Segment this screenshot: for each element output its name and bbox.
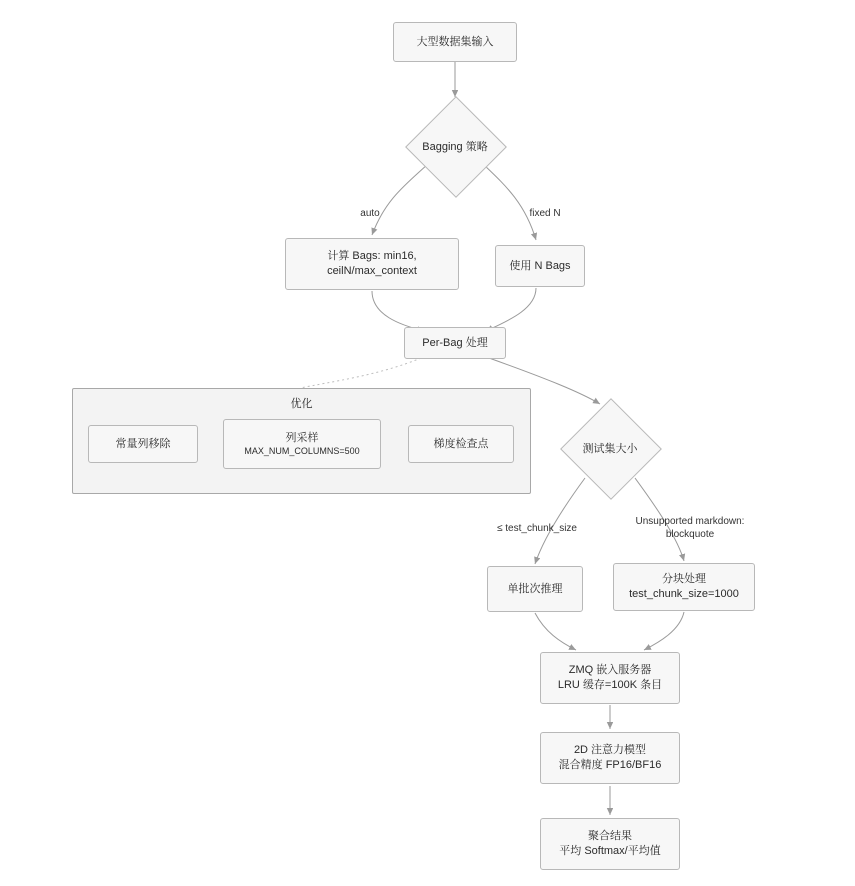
edge-label-unsupported-markdown [620, 515, 760, 541]
node-aggregate-results[interactable] [540, 818, 680, 870]
node-attention-model-line1: 2D 注意力模型 [573, 744, 647, 757]
node-gradient-checkpoint-label: 梯度检查点 [433, 437, 489, 450]
node-calc-bags-line1: 计算 Bags: min16, [327, 250, 417, 263]
node-zmq-embedding-server-line2: LRU 缓存=100K 条目 [557, 679, 663, 691]
edge-label-le-test-chunk-size: ≤ test_chunk_size [497, 523, 577, 534]
node-use-n-bags[interactable] [495, 245, 585, 287]
node-chunked-processing-line2: test_chunk_size=1000 [629, 588, 739, 600]
node-constant-column-removal[interactable] [88, 425, 198, 463]
node-per-bag[interactable] [404, 327, 506, 359]
node-gradient-checkpoint[interactable] [408, 425, 514, 463]
edge-label-auto: auto [360, 208, 380, 219]
node-input[interactable] [393, 22, 517, 62]
edge-label-fixed-n: fixed N [529, 208, 561, 219]
edge-label-unsupported-line2: blockquote [665, 529, 715, 540]
node-single-batch-inference-label: 单批次推理 [507, 582, 563, 595]
node-per-bag-label: Per-Bag 处理 [422, 336, 488, 349]
node-chunked-processing-line1: 分块处理 [662, 573, 706, 586]
node-column-sampling-line1: 列采样 [285, 431, 319, 444]
edge-label-unsupported-line1: Unsupported markdown: [635, 516, 745, 527]
node-constant-column-removal-label: 常量列移除 [115, 437, 171, 450]
node-test-set-size-label: 测试集大小 [582, 443, 638, 455]
node-zmq-embedding-server[interactable] [540, 652, 680, 704]
node-column-sampling-line2: MAX_NUM_COLUMNS=500 [244, 446, 360, 457]
node-test-set-size[interactable] [560, 398, 660, 498]
node-aggregate-results-line2: 平均 Softmax/平均值 [559, 845, 661, 857]
node-use-n-bags-label: 使用 N Bags [509, 259, 571, 272]
node-bagging-strategy[interactable] [405, 96, 505, 196]
node-input-label: 大型数据集输入 [416, 35, 494, 48]
cluster-optimization-title: 优化 [290, 398, 313, 410]
node-column-sampling[interactable] [223, 419, 381, 469]
node-attention-model[interactable] [540, 732, 680, 784]
node-zmq-embedding-server-line1: ZMQ 嵌入服务器 [568, 664, 652, 677]
node-attention-model-line2: 混合精度 FP16/BF16 [558, 759, 662, 771]
node-single-batch-inference[interactable] [487, 566, 583, 612]
node-bagging-strategy-label: Bagging 策略 [422, 141, 488, 153]
node-calc-bags[interactable] [285, 238, 459, 290]
node-calc-bags-line2: ceilN/max_context [327, 265, 417, 277]
node-chunked-processing[interactable] [613, 563, 755, 611]
node-aggregate-results-line1: 聚合结果 [588, 830, 632, 843]
